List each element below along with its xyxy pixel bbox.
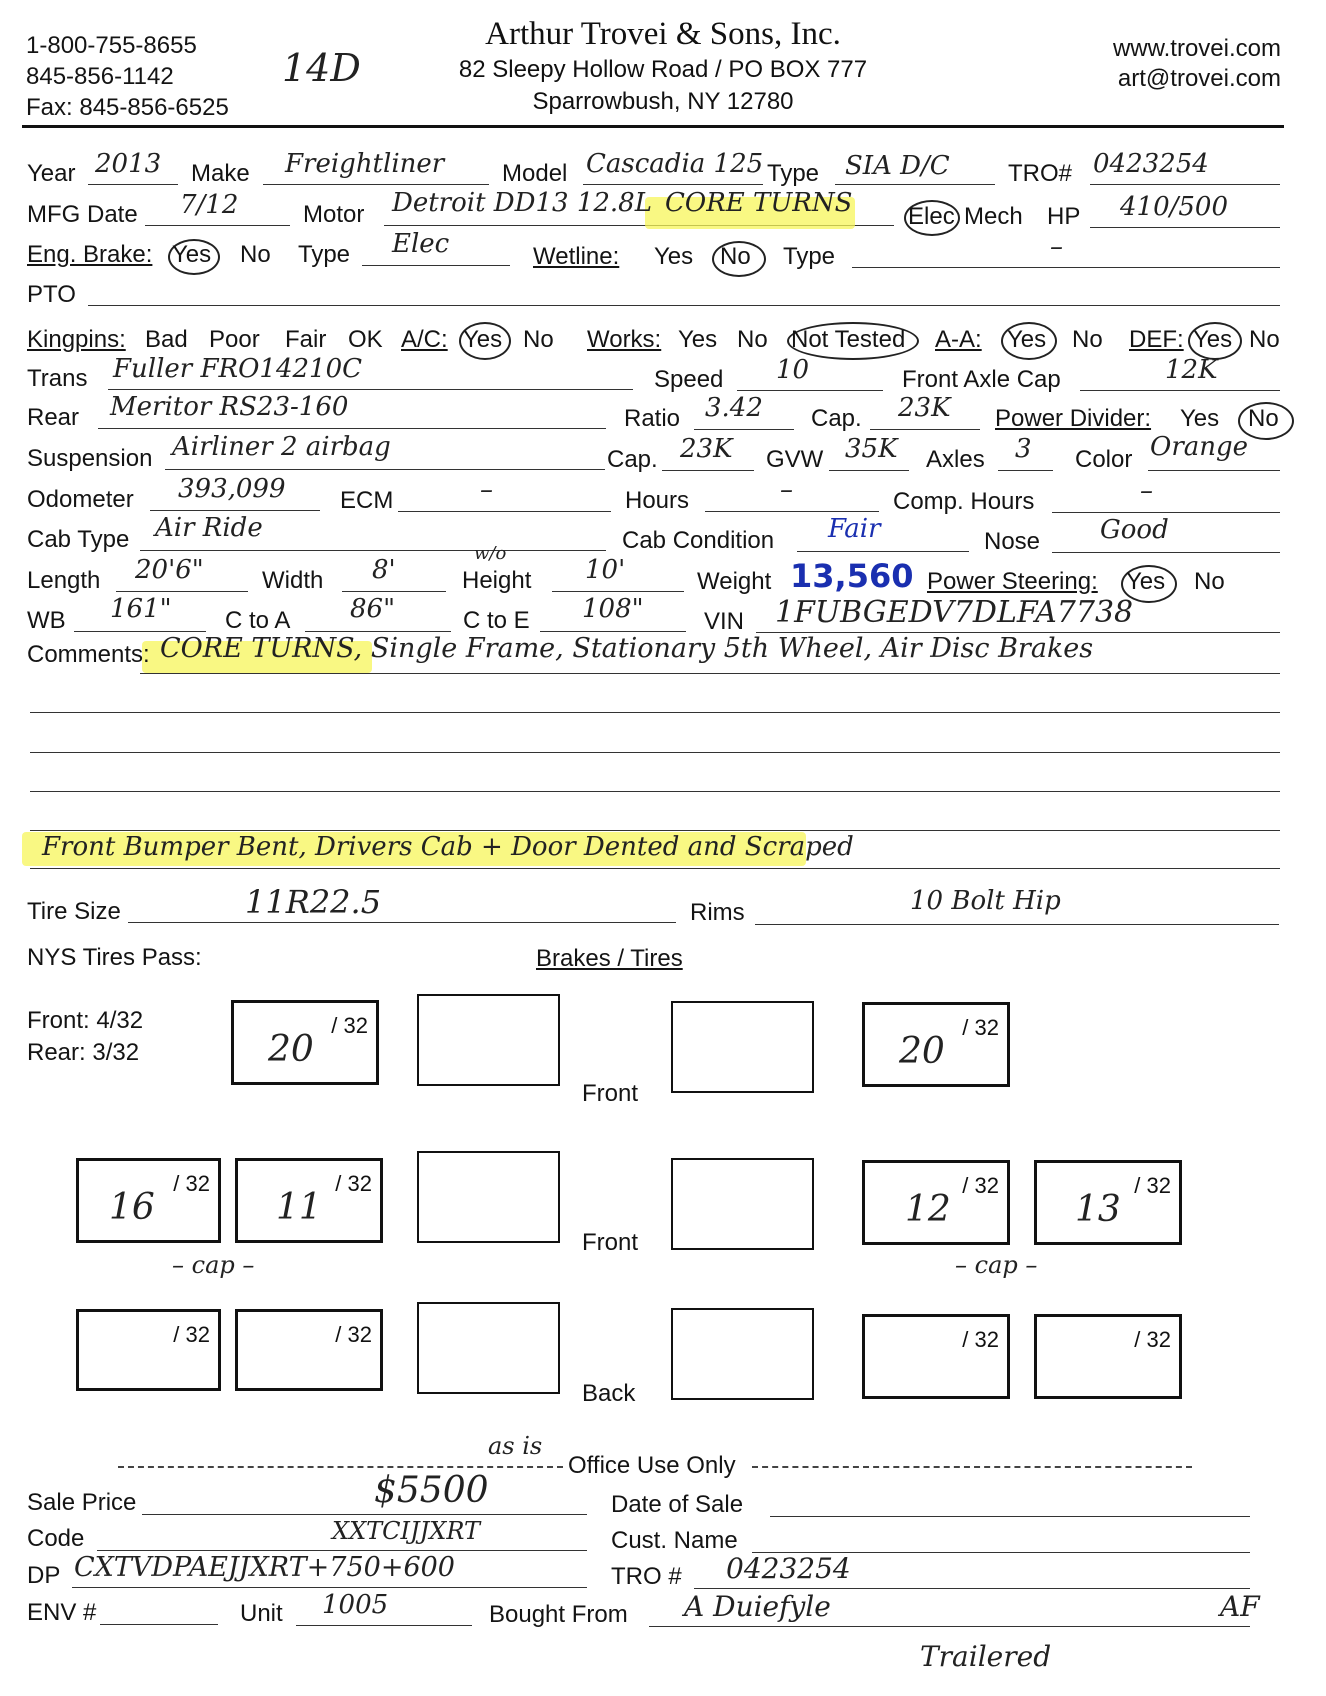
motor-value[interactable]: Detroit DD13 12.8L	[392, 188, 652, 218]
kingpins-fair[interactable]: Fair	[285, 326, 327, 353]
works-no[interactable]: No	[737, 326, 768, 353]
gvw-value[interactable]: 35K	[845, 434, 898, 464]
comments-line-1	[140, 673, 1280, 674]
rear-value[interactable]: Meritor RS23-160	[110, 392, 349, 422]
ac-yes[interactable]: Yes	[463, 326, 503, 353]
website-link[interactable]: www.trovei.com	[1112, 35, 1281, 62]
c-to-a-value[interactable]: 86"	[350, 594, 396, 624]
make-label: Make	[191, 160, 250, 187]
model-label: Model	[502, 160, 568, 187]
type-line	[835, 184, 995, 185]
model-value[interactable]: Cascadia 125	[586, 149, 764, 179]
c-to-e-value[interactable]: 108"	[582, 594, 644, 624]
tire-r1-inner-right[interactable]	[862, 1160, 1010, 1245]
bought-from-line	[649, 1626, 1250, 1627]
tro-value[interactable]: 0423254	[1093, 149, 1209, 179]
tire-front-right-value: 20	[899, 1031, 945, 1072]
date-of-sale-line	[770, 1516, 1250, 1517]
front-axle-cap-label: Front Axle Cap	[902, 366, 1061, 393]
gvw-label: GVW	[766, 446, 824, 473]
unit-value[interactable]: 1005	[322, 1590, 389, 1620]
eng-brake-type-value[interactable]: Elec	[392, 229, 450, 259]
kingpins-label: Kingpins:	[27, 326, 126, 353]
ecm-line	[398, 511, 611, 512]
odometer-value[interactable]: 393,099	[178, 474, 286, 504]
c-to-e-line	[540, 631, 686, 632]
hours-label: Hours	[625, 487, 690, 514]
tire-r2-outer-left-unit: / 32	[173, 1322, 210, 1347]
cap-note-right: – cap –	[955, 1251, 1038, 1279]
gvw-line	[829, 470, 909, 471]
ecm-value[interactable]: –	[480, 475, 493, 505]
hours-line	[705, 511, 879, 512]
kingpins-bad[interactable]: Bad	[145, 326, 188, 353]
tro-line	[1090, 184, 1280, 185]
damage-note[interactable]: Front Bumper Bent, Drivers Cab + Door Dented and Scraped	[42, 832, 854, 862]
power-divider-no[interactable]: No	[1248, 405, 1279, 432]
vin-label: VIN	[704, 608, 745, 635]
trailered-note: Trailered	[920, 1640, 1052, 1673]
tire-size-line	[128, 922, 676, 923]
front-spec: Front: 4/32	[27, 1007, 144, 1034]
bought-from-label: Bought From	[489, 1601, 628, 1628]
color-line	[1148, 470, 1280, 471]
susp-cap-label: Cap.	[607, 446, 658, 473]
nys-tires-pass-label: NYS Tires Pass:	[27, 944, 202, 971]
motor-label: Motor	[303, 201, 365, 228]
sale-price-line	[142, 1514, 587, 1515]
unit-label: Unit	[240, 1600, 283, 1627]
company-city: Sparrowbush, NY 12780	[532, 88, 794, 115]
c-to-a-line	[305, 631, 451, 632]
comments-value[interactable]: CORE TURNS, Single Frame, Stationary 5th Wheel, Air Disc Brakes	[160, 633, 1094, 664]
ac-no[interactable]: No	[523, 326, 554, 353]
ratio-line	[694, 429, 794, 430]
front-axle-cap-line	[1080, 390, 1280, 391]
sale-price-value[interactable]: $5500	[374, 1470, 489, 1511]
comments-line-3	[30, 752, 1280, 753]
axles-line	[998, 470, 1053, 471]
c-to-a-label: C to A	[225, 607, 291, 634]
comments-line-2	[30, 712, 1280, 713]
brake-r2-right[interactable]	[671, 1308, 814, 1400]
odometer-line	[150, 510, 320, 511]
back-label: Back	[582, 1380, 636, 1407]
wb-value[interactable]: 161"	[110, 594, 172, 624]
comp-hours-line	[1052, 512, 1280, 513]
cab-condition-value[interactable]: Fair	[828, 514, 881, 544]
suspension-label: Suspension	[27, 445, 153, 472]
tire-r1-inner-left-value: 11	[276, 1187, 322, 1228]
power-steering-label: Power Steering:	[927, 568, 1098, 595]
nose-line	[1052, 552, 1280, 553]
def-no[interactable]: No	[1249, 326, 1280, 353]
hp-line	[1090, 227, 1280, 228]
tire-r2-inner-right[interactable]	[862, 1314, 1010, 1399]
tire-r2-inner-left[interactable]	[235, 1309, 383, 1391]
tire-front-right-unit: / 32	[962, 1015, 999, 1040]
make-line	[263, 184, 489, 185]
tire-r1-inner-right-unit: / 32	[962, 1173, 999, 1198]
company-address: 82 Sleepy Hollow Road / PO BOX 777	[458, 56, 868, 83]
code-label: Code	[27, 1525, 85, 1552]
ac-label: A/C:	[401, 326, 448, 353]
works-label: Works:	[587, 326, 662, 353]
tire-r1-inner-left[interactable]	[235, 1158, 383, 1243]
rims-value[interactable]: 10 Bolt Hip	[910, 886, 1061, 916]
suspension-line	[165, 469, 605, 470]
nose-label: Nose	[984, 528, 1041, 555]
motor-note[interactable]: CORE TURNS	[665, 188, 853, 218]
tire-r1-outer-right-value: 13	[1075, 1189, 1121, 1230]
comp-hours-value[interactable]: –	[1140, 476, 1153, 506]
brake-front-right[interactable]	[671, 1001, 814, 1093]
company-name: Arthur Trovei & Sons, Inc.	[485, 16, 841, 52]
year-line	[88, 184, 178, 185]
env-label: ENV #	[27, 1599, 97, 1626]
hours-value[interactable]: –	[780, 475, 793, 505]
rear-cap-value[interactable]: 23K	[898, 393, 951, 423]
length-line	[116, 591, 248, 592]
brake-r1-left[interactable]	[417, 1151, 560, 1243]
code-value[interactable]: XXTCIJJXRT	[332, 1517, 481, 1545]
mfg-date-value[interactable]: 7/12	[180, 190, 239, 220]
susp-cap-value[interactable]: 23K	[680, 434, 733, 464]
aa-yes[interactable]: Yes	[1007, 326, 1047, 353]
mech-option[interactable]: Mech	[964, 203, 1023, 230]
aa-label: A-A:	[935, 326, 982, 353]
tire-r1-outer-left-unit: / 32	[173, 1171, 210, 1196]
tro2-label: TRO #	[611, 1563, 682, 1590]
cab-condition-line	[797, 551, 969, 552]
rims-label: Rims	[690, 899, 745, 926]
wb-label: WB	[27, 607, 66, 634]
nose-value[interactable]: Good	[1100, 515, 1169, 545]
trans-line	[108, 389, 633, 390]
tire-size-value[interactable]: 11R22.5	[245, 883, 382, 921]
type-label: Type	[767, 160, 820, 187]
fax-number: Fax: 845-856-6525	[26, 94, 229, 121]
ratio-value[interactable]: 3.42	[705, 393, 763, 423]
office-divider-right	[752, 1466, 1192, 1468]
bought-from-value[interactable]: A Duiefyle	[684, 1590, 831, 1623]
code-line	[97, 1550, 587, 1551]
make-value[interactable]: Freightliner	[285, 149, 445, 179]
phone-secondary: 845-856-1142	[26, 63, 174, 90]
email-link[interactable]: art@trovei.com	[1117, 65, 1281, 92]
model-line	[583, 184, 763, 185]
tire-r1-outer-right[interactable]	[1034, 1160, 1182, 1245]
front-axle-cap-value[interactable]: 12K	[1165, 355, 1218, 385]
tire-front-right[interactable]	[862, 1002, 1010, 1087]
rear-line	[98, 428, 606, 429]
dp-value[interactable]: CXTVDPAEJJXRT+750+600	[74, 1552, 455, 1583]
wetline-type-label: Type	[783, 243, 836, 270]
tire-front-left-value: 20	[268, 1029, 314, 1070]
front-label-1: Front	[582, 1080, 639, 1107]
brakes-tires-heading: Brakes / Tires	[536, 945, 683, 972]
tro-label: TRO#	[1008, 160, 1073, 187]
cab-type-line	[140, 550, 606, 551]
tro2-line	[694, 1588, 1250, 1589]
sale-price-label: Sale Price	[27, 1489, 137, 1516]
tire-r1-outer-left[interactable]	[76, 1158, 221, 1243]
pto-label: PTO	[27, 281, 76, 308]
hp-label: HP	[1047, 203, 1081, 230]
comments-line-5	[30, 830, 1280, 831]
tire-r1-outer-left-value: 16	[109, 1187, 155, 1228]
ecm-label: ECM	[340, 487, 394, 514]
wetline-label: Wetline:	[533, 243, 620, 270]
odometer-label: Odometer	[27, 486, 134, 513]
weight-value[interactable]: 13,560	[790, 557, 914, 595]
year-label: Year	[27, 160, 76, 187]
wb-line	[74, 631, 206, 632]
color-label: Color	[1075, 446, 1133, 473]
rims-line	[755, 924, 1279, 925]
header-divider	[22, 125, 1284, 128]
axles-value[interactable]: 3	[1015, 434, 1032, 464]
comments-label: Comments:	[27, 641, 150, 668]
vin-value[interactable]: 1FUBGEDV7DLFA7738	[775, 595, 1134, 630]
front-label-2: Front	[582, 1229, 639, 1256]
ratio-label: Ratio	[624, 405, 681, 432]
height-line	[552, 591, 684, 592]
cab-condition-label: Cab Condition	[622, 527, 775, 554]
height-label: Height	[462, 567, 532, 594]
tire-r1-inner-right-value: 12	[905, 1189, 951, 1230]
works-not-tested[interactable]: Not Tested	[791, 326, 906, 353]
wetline-type-value[interactable]: –	[1050, 232, 1063, 262]
phone-primary: 1-800-755-8655	[26, 32, 197, 59]
eng-brake-no[interactable]: No	[240, 241, 271, 268]
kingpins-ok[interactable]: OK	[348, 326, 383, 353]
kingpins-poor[interactable]: Poor	[209, 326, 260, 353]
cab-type-label: Cab Type	[27, 526, 130, 553]
cust-name-label: Cust. Name	[611, 1527, 738, 1554]
eng-brake-label: Eng. Brake:	[27, 241, 153, 268]
tro2-value[interactable]: 0423254	[726, 1552, 851, 1585]
wetline-no[interactable]: No	[720, 243, 751, 270]
color-value[interactable]: Orange	[1150, 432, 1249, 462]
wetline-type-line	[852, 267, 1280, 268]
pto-line	[88, 305, 1280, 306]
wetline-yes[interactable]: Yes	[654, 243, 694, 270]
initials: AF	[1220, 1590, 1260, 1623]
speed-label: Speed	[654, 366, 724, 393]
tire-r1-inner-left-unit: / 32	[335, 1171, 372, 1196]
rear-cap-label: Cap.	[811, 405, 862, 432]
date-of-sale-label: Date of Sale	[611, 1491, 744, 1518]
tire-r1-outer-right-unit: / 32	[1134, 1173, 1171, 1198]
comp-hours-label: Comp. Hours	[893, 488, 1035, 515]
aa-no[interactable]: No	[1072, 326, 1103, 353]
power-steering-no[interactable]: No	[1194, 568, 1225, 595]
comments-line-6	[30, 868, 1280, 869]
def-label: DEF:	[1129, 326, 1184, 353]
tire-r2-outer-left[interactable]	[76, 1309, 221, 1391]
tire-front-left-unit: / 32	[331, 1013, 368, 1038]
tire-r2-inner-right-unit: / 32	[962, 1327, 999, 1352]
speed-value[interactable]: 10	[776, 355, 810, 385]
suspension-value[interactable]: Airliner 2 airbag	[172, 432, 391, 462]
tire-r2-inner-left-unit: / 32	[335, 1322, 372, 1347]
height-note: w/o	[474, 543, 507, 564]
elec-option[interactable]: Elec	[908, 203, 955, 230]
brake-r1-right[interactable]	[671, 1158, 814, 1250]
works-yes[interactable]: Yes	[678, 326, 718, 353]
dp-line	[72, 1587, 587, 1588]
office-divider-left	[118, 1466, 563, 1468]
brake-front-left[interactable]	[417, 994, 560, 1086]
trans-value[interactable]: Fuller FRO14210C	[113, 354, 363, 384]
dp-label: DP	[27, 1562, 61, 1589]
rear-cap-line	[870, 429, 980, 430]
width-label: Width	[262, 567, 324, 594]
cab-type-value[interactable]: Air Ride	[155, 513, 263, 543]
eng-brake-type-label: Type	[298, 241, 351, 268]
susp-cap-line	[662, 470, 754, 471]
tire-r2-outer-right-unit: / 32	[1134, 1327, 1171, 1352]
type-value[interactable]: SIA D/C	[845, 151, 950, 181]
office-use-only-label: Office Use Only	[568, 1452, 736, 1479]
width-value[interactable]: 8'	[372, 555, 396, 585]
power-steering-yes[interactable]: Yes	[1126, 568, 1166, 595]
width-line	[342, 591, 446, 592]
eng-brake-type-line	[362, 265, 510, 266]
unit-line	[296, 1625, 472, 1626]
axles-label: Axles	[926, 446, 985, 473]
c-to-e-label: C to E	[463, 607, 530, 634]
tire-size-label: Tire Size	[27, 898, 121, 925]
brake-r2-left[interactable]	[417, 1302, 560, 1394]
comments-line-4	[30, 791, 1280, 792]
rear-label: Rear	[27, 404, 80, 431]
hp-value[interactable]: 410/500	[1120, 192, 1229, 222]
length-label: Length	[27, 567, 101, 594]
mfg-date-line	[145, 225, 290, 226]
rear-spec: Rear: 3/32	[27, 1039, 140, 1066]
env-line	[100, 1624, 218, 1625]
as-is-note: as is	[488, 1432, 543, 1460]
tire-front-left[interactable]	[231, 1000, 379, 1085]
handwritten-stamp: 14D	[282, 46, 361, 90]
length-value[interactable]: 20'6"	[135, 555, 204, 585]
power-divider-label: Power Divider:	[995, 405, 1152, 432]
def-yes[interactable]: Yes	[1193, 326, 1233, 353]
tire-r2-outer-right[interactable]	[1034, 1314, 1182, 1399]
trans-label: Trans	[27, 365, 88, 392]
year-value[interactable]: 2013	[95, 149, 162, 179]
eng-brake-yes[interactable]: Yes	[172, 241, 212, 268]
weight-label: Weight	[697, 568, 772, 595]
power-divider-yes[interactable]: Yes	[1180, 405, 1220, 432]
cap-note-left: – cap –	[172, 1251, 255, 1279]
height-value[interactable]: 10'	[585, 555, 626, 585]
mfg-date-label: MFG Date	[27, 201, 138, 228]
speed-line	[737, 390, 883, 391]
